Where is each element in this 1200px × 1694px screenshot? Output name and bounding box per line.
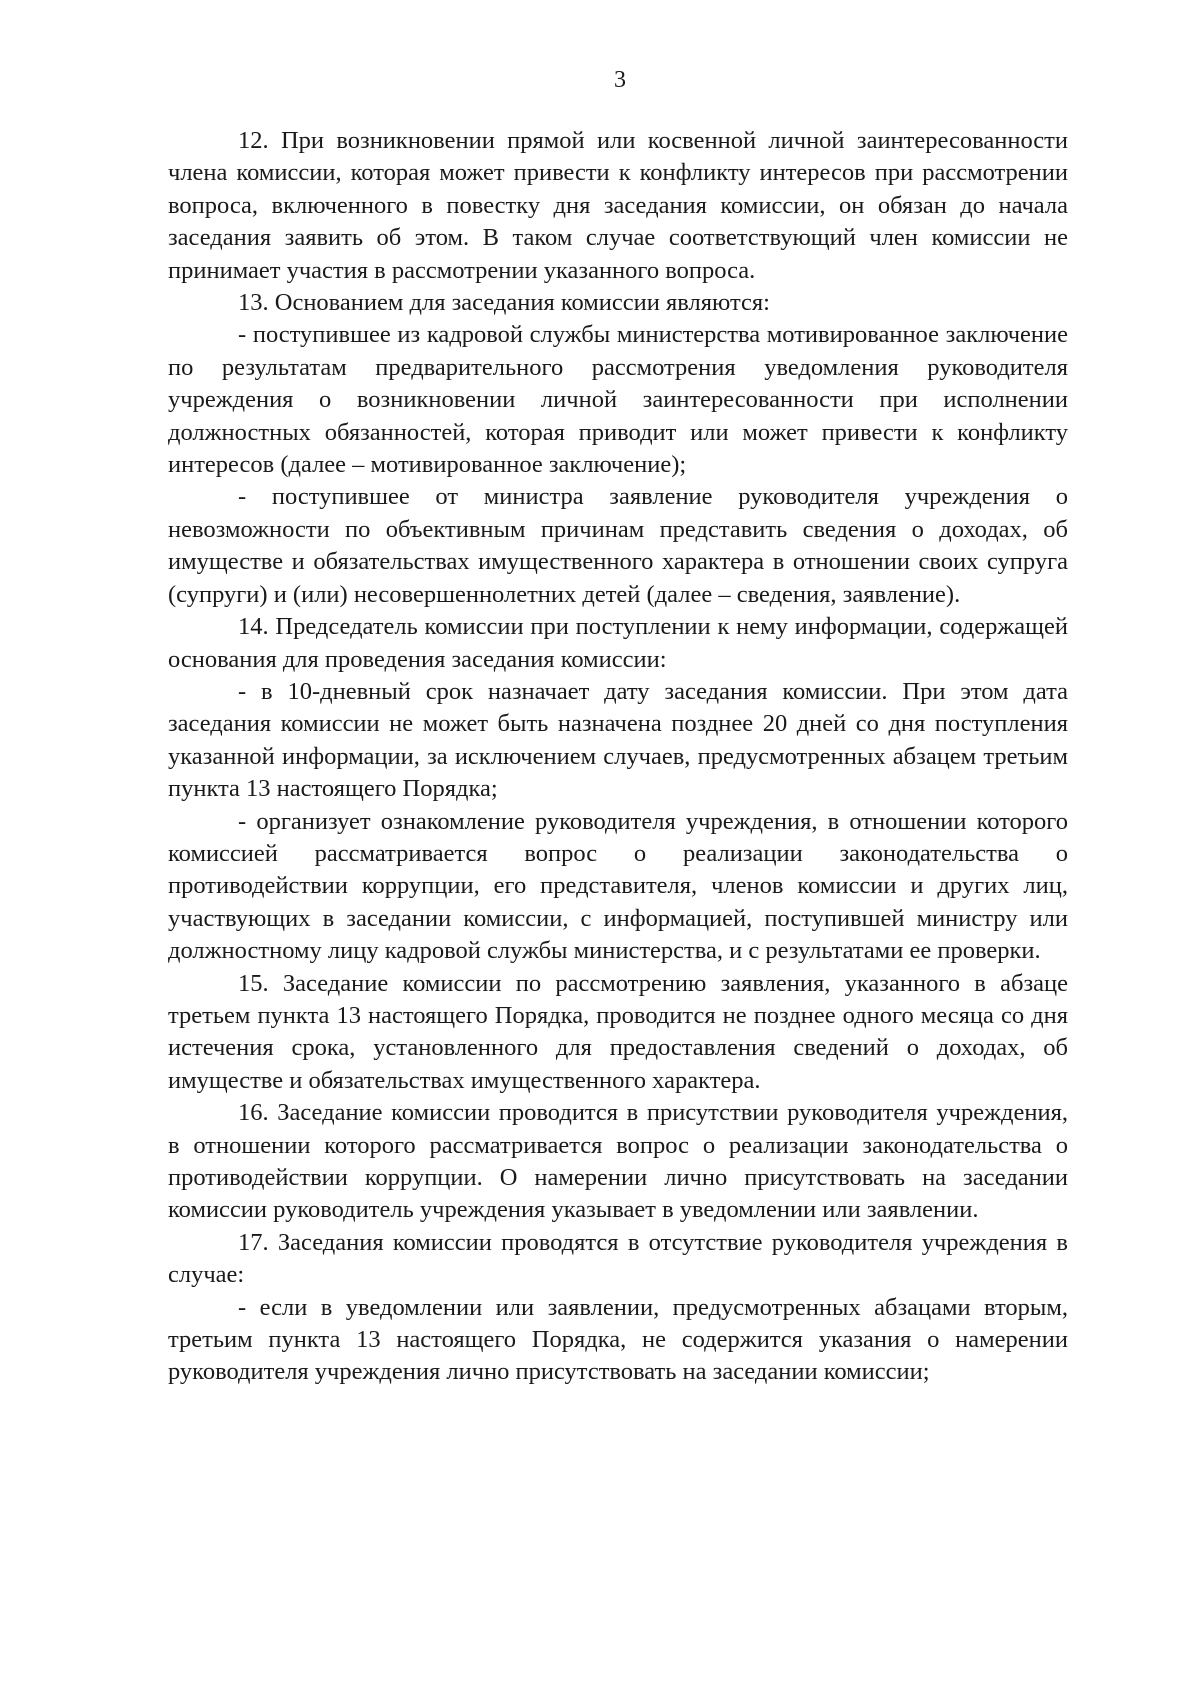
paragraph-item-17-sub-1: - если в уведомлении или заявлении, предусмотренных абзацами вторым, третьим пункта 13 настоящего Порядка, не содержится указания о намерении руководителя учреждения лично присутствовать на заседании комиссии; [168, 1293, 1068, 1386]
paragraph-item-15: 15. Заседание комиссии по рассмотрению заявления, указанного в абзаце третьем пункта 13 настоящего Порядка, проводится не позднее одного месяца со дня истечения срока, установленного для предоставления сведений о доходах, об имуществе и обязательствах имущественного характера. [168, 969, 1068, 1094]
document-body [168, 125, 1068, 1389]
paragraph-item-16: 16. Заседание комиссии проводится в присутствии руководителя учреждения, в отношении которого рассматривается вопрос о реализации законодательства о противодействии коррупции. О намерении лично присутствовать на заседании комиссии руководитель учреждения указывает в уведомлении или заявлении. [168, 1099, 1068, 1224]
paragraph-item-14-sub-2: - организует ознакомление руководителя учреждения, в отношении которого комиссией рассматривается вопрос о реализации законодательства о противодействии коррупции, его представителя, членов комиссии и других лиц, участвующих в заседании комиссии, с информацией, поступившей министру или должностному лицу кадровой службы министерства, и с результатами ее проверки. [168, 807, 1068, 965]
paragraph-item-14-sub-1: - в 10-дневный срок назначает дату заседания комиссии. При этом дата заседания комиссии не может быть назначена позднее 20 дней со дня поступления указанной информации, за исключением случаев, предусмотренных абзацем третьим пункта 13 настоящего Порядка; [168, 677, 1068, 803]
page-number: 3 [614, 67, 626, 93]
paragraph-item-14: 14. Председатель комиссии при поступлении к нему информации, содержащей основания для проведения заседания комиссии: [168, 613, 1068, 673]
paragraph-item-12: 12. При возникновении прямой или косвенной личной заинтересованности члена комиссии, которая может привести к конфликту интересов при рассмотрении вопроса, включенного в повестку дня заседания комиссии, он обязан до начала заседания заявить об этом. В таком случае соответствующий член комиссии не принимает участия в рассмотрении указанного вопроса. [168, 127, 1068, 284]
paragraph-item-13-sub-1: - поступившее из кадровой службы министерства мотивированное заключение по результатам предварительного рассмотрения уведомления руководителя учреждения о возникновении личной заинтересованности при исполнении должностных обязанностей, которая приводит или может привести к конфликту интересов (далее – мотивированное заключение); [168, 321, 1068, 479]
paragraph-item-13-sub-2: - поступившее от министра заявление руководителя учреждения о невозможности по объективным причинам представить сведения о доходах, об имуществе и обязательствах имущественного характера в отношении своих супруга (супруги) и (или) несовершеннолетних детей (далее – сведения, заявление). [168, 483, 1068, 608]
paragraph-item-13: 13. Основанием для заседания комиссии являются: [238, 289, 770, 317]
paragraph-item-17: 17. Заседания комиссии проводятся в отсутствие руководителя учреждения в случае: [168, 1228, 1068, 1289]
